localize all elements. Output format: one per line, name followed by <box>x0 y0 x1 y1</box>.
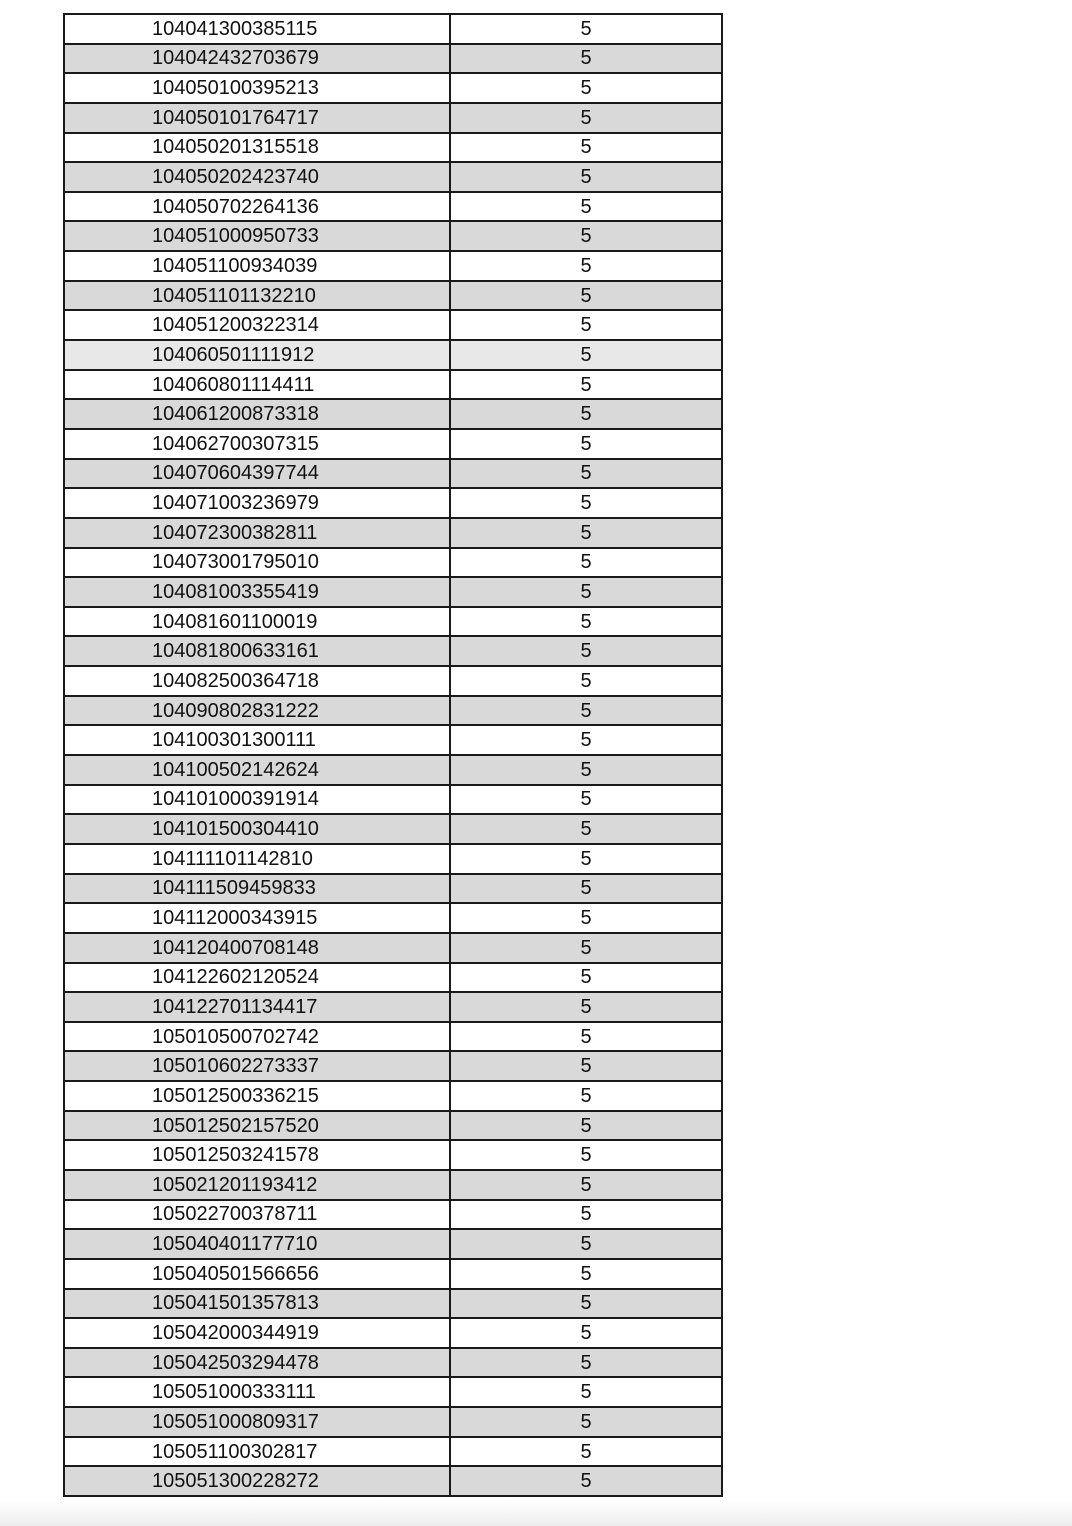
table-row <box>64 281 722 311</box>
id-cell: 104070604397744 <box>64 459 450 489</box>
table-row <box>64 429 722 459</box>
value-cell: 5 <box>450 192 722 222</box>
value-cell: 5 <box>450 1229 722 1259</box>
value-cell: 5 <box>450 518 722 548</box>
value-cell: 5 <box>450 1081 722 1111</box>
id-cell: 104120400708148 <box>64 933 450 963</box>
value-cell: 5 <box>450 1466 722 1496</box>
value-cell: 5 <box>450 1407 722 1437</box>
value-cell: 5 <box>450 814 722 844</box>
id-cell: 104101500304410 <box>64 814 450 844</box>
table-row <box>64 370 722 400</box>
table-row <box>64 44 722 74</box>
table-row <box>64 1022 722 1052</box>
id-cell: 104081800633161 <box>64 636 450 666</box>
value-cell: 5 <box>450 666 722 696</box>
table-row <box>64 1111 722 1141</box>
id-cell: 104072300382811 <box>64 518 450 548</box>
id-cell: 105051000333111 <box>64 1377 450 1407</box>
table-row <box>64 14 722 44</box>
id-cell: 105051000809317 <box>64 1407 450 1437</box>
id-cell: 104081003355419 <box>64 577 450 607</box>
table-row <box>64 785 722 815</box>
value-cell: 5 <box>450 162 722 192</box>
value-cell: 5 <box>450 696 722 726</box>
table-row <box>64 1259 722 1289</box>
value-cell: 5 <box>450 785 722 815</box>
table-row <box>64 844 722 874</box>
id-cell: 104073001795010 <box>64 548 450 578</box>
value-cell: 5 <box>450 1377 722 1407</box>
table-row <box>64 636 722 666</box>
id-cell: 105012500336215 <box>64 1081 450 1111</box>
table-row <box>64 1348 722 1378</box>
id-cell: 104051200322314 <box>64 310 450 340</box>
id-cell: 104060801114411 <box>64 370 450 400</box>
value-cell: 5 <box>450 1140 722 1170</box>
id-cell: 104111509459833 <box>64 874 450 904</box>
id-cell: 105042000344919 <box>64 1318 450 1348</box>
table-row <box>64 577 722 607</box>
value-cell: 5 <box>450 903 722 933</box>
id-cell: 104100301300111 <box>64 725 450 755</box>
id-cell: 105010602273337 <box>64 1051 450 1081</box>
table-row <box>64 1200 722 1230</box>
id-cell: 105010500702742 <box>64 1022 450 1052</box>
id-cell: 104050100395213 <box>64 73 450 103</box>
value-cell: 5 <box>450 1437 722 1467</box>
id-cell: 104100502142624 <box>64 755 450 785</box>
value-cell: 5 <box>450 1200 722 1230</box>
value-cell: 5 <box>450 636 722 666</box>
value-cell: 5 <box>450 103 722 133</box>
value-cell: 5 <box>450 1318 722 1348</box>
id-cell: 104051101132210 <box>64 281 450 311</box>
id-cell: 104050201315518 <box>64 133 450 163</box>
id-cell: 104082500364718 <box>64 666 450 696</box>
id-cell: 105021201193412 <box>64 1170 450 1200</box>
table-body <box>64 14 722 1496</box>
table-row <box>64 874 722 904</box>
table-row <box>64 1229 722 1259</box>
table-row <box>64 1318 722 1348</box>
table-row <box>64 1377 722 1407</box>
id-cell: 104090802831222 <box>64 696 450 726</box>
value-cell: 5 <box>450 340 722 370</box>
id-cell: 105012503241578 <box>64 1140 450 1170</box>
value-cell: 5 <box>450 1170 722 1200</box>
table-row <box>64 666 722 696</box>
value-cell: 5 <box>450 1348 722 1378</box>
table-row <box>64 1289 722 1319</box>
table-row <box>64 251 722 281</box>
table-row <box>64 310 722 340</box>
value-cell: 5 <box>450 963 722 993</box>
id-cell: 104112000343915 <box>64 903 450 933</box>
value-cell: 5 <box>450 429 722 459</box>
table-row <box>64 459 722 489</box>
value-cell: 5 <box>450 1289 722 1319</box>
value-cell: 5 <box>450 221 722 251</box>
table-row <box>64 755 722 785</box>
table-row <box>64 133 722 163</box>
value-cell: 5 <box>450 399 722 429</box>
value-cell: 5 <box>450 281 722 311</box>
table-row <box>64 1466 722 1496</box>
table-row <box>64 488 722 518</box>
value-cell: 5 <box>450 488 722 518</box>
id-cell: 104050702264136 <box>64 192 450 222</box>
table-row <box>64 73 722 103</box>
table-row <box>64 814 722 844</box>
table-row <box>64 548 722 578</box>
id-cell: 104122701134417 <box>64 992 450 1022</box>
table-row <box>64 1051 722 1081</box>
table-row <box>64 696 722 726</box>
table-row <box>64 1081 722 1111</box>
value-cell: 5 <box>450 1022 722 1052</box>
id-cell: 104101000391914 <box>64 785 450 815</box>
page-bottom-edge <box>0 1500 1072 1526</box>
value-cell: 5 <box>450 874 722 904</box>
id-cell: 104042432703679 <box>64 44 450 74</box>
table-row <box>64 607 722 637</box>
data-table <box>63 13 723 1497</box>
table-row <box>64 963 722 993</box>
id-cell: 104051100934039 <box>64 251 450 281</box>
id-cell: 104051000950733 <box>64 221 450 251</box>
id-cell: 105051300228272 <box>64 1466 450 1496</box>
table-row <box>64 992 722 1022</box>
table-row <box>64 103 722 133</box>
value-cell: 5 <box>450 725 722 755</box>
value-cell: 5 <box>450 14 722 44</box>
table-row <box>64 340 722 370</box>
table-row <box>64 1407 722 1437</box>
id-cell: 104122602120524 <box>64 963 450 993</box>
value-cell: 5 <box>450 755 722 785</box>
value-cell: 5 <box>450 370 722 400</box>
id-cell: 104071003236979 <box>64 488 450 518</box>
id-cell: 105040501566656 <box>64 1259 450 1289</box>
id-cell: 104081601100019 <box>64 607 450 637</box>
id-cell: 104050101764717 <box>64 103 450 133</box>
id-cell: 104111101142810 <box>64 844 450 874</box>
id-cell: 104061200873318 <box>64 399 450 429</box>
table-row <box>64 933 722 963</box>
value-cell: 5 <box>450 577 722 607</box>
value-cell: 5 <box>450 459 722 489</box>
value-cell: 5 <box>450 548 722 578</box>
value-cell: 5 <box>450 992 722 1022</box>
value-cell: 5 <box>450 607 722 637</box>
table-row <box>64 192 722 222</box>
id-cell: 104041300385115 <box>64 14 450 44</box>
id-cell: 105012502157520 <box>64 1111 450 1141</box>
table-row <box>64 903 722 933</box>
value-cell: 5 <box>450 133 722 163</box>
value-cell: 5 <box>450 44 722 74</box>
id-cell: 105051100302817 <box>64 1437 450 1467</box>
table-row <box>64 1437 722 1467</box>
value-cell: 5 <box>450 73 722 103</box>
id-cell: 105040401177710 <box>64 1229 450 1259</box>
value-cell: 5 <box>450 310 722 340</box>
value-cell: 5 <box>450 1259 722 1289</box>
table-row <box>64 725 722 755</box>
value-cell: 5 <box>450 844 722 874</box>
value-cell: 5 <box>450 933 722 963</box>
id-cell: 105041501357813 <box>64 1289 450 1319</box>
id-cell: 104060501111912 <box>64 340 450 370</box>
table-row <box>64 1140 722 1170</box>
table-row <box>64 399 722 429</box>
table-row <box>64 1170 722 1200</box>
value-cell: 5 <box>450 1051 722 1081</box>
value-cell: 5 <box>450 251 722 281</box>
id-cell: 105022700378711 <box>64 1200 450 1230</box>
value-cell: 5 <box>450 1111 722 1141</box>
id-cell: 104062700307315 <box>64 429 450 459</box>
id-cell: 105042503294478 <box>64 1348 450 1378</box>
table-row <box>64 162 722 192</box>
table-row <box>64 221 722 251</box>
id-cell: 104050202423740 <box>64 162 450 192</box>
table-row <box>64 518 722 548</box>
